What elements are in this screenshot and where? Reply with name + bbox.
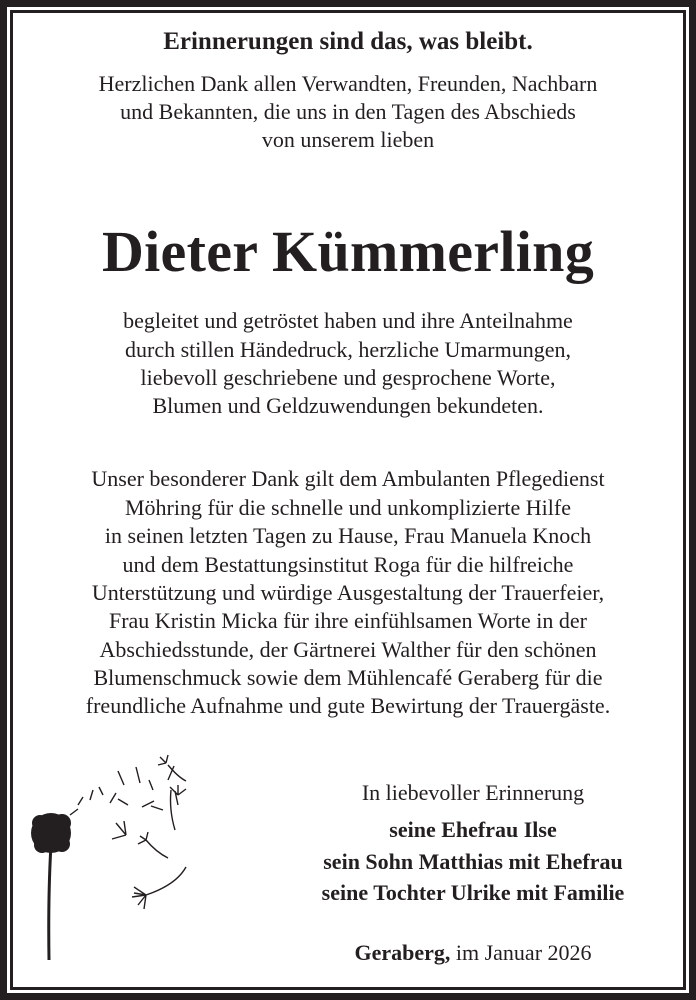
paragraph1-line: liebevoll geschriebene und gesprochene Worte, xyxy=(140,365,556,390)
intro-line: von unserem lieben xyxy=(261,127,435,152)
place-date xyxy=(250,939,696,967)
paragraph1-line: Blumen und Geldzuwendungen bekundeten. xyxy=(152,393,544,418)
paragraph2-line: Frau Kristin Micka für ihre einfühlsamen Worte in der xyxy=(108,608,588,633)
paragraph1-line: begleitet und getröstet haben und ihre Anteilnahme xyxy=(123,308,573,333)
closing-line: In liebevoller Erinnerung xyxy=(361,780,585,805)
place: Geraberg, xyxy=(354,940,451,965)
mourner-line: seine Tochter Ulrike mit Familie xyxy=(321,880,625,905)
mourner-line: sein Sohn Matthias mit Ehefrau xyxy=(323,849,623,874)
paragraph2-line: in seinen letzten Tagen zu Hause, Frau Manuela Knoch xyxy=(104,523,592,548)
paragraph2-line: Blumenschmuck sowie dem Mühlencafé Geraberg für die xyxy=(93,665,603,690)
heading: Erinnerungen sind das, was bleibt. xyxy=(163,28,533,55)
dandelion-icon xyxy=(28,745,228,965)
date: im Januar 2026 xyxy=(455,940,592,965)
mourner-line: seine Ehefrau Ilse xyxy=(389,817,557,842)
paragraph2-line: Möhring für die schnelle und unkomplizierte Hilfe xyxy=(125,495,571,520)
paragraph1-line: durch stillen Händedruck, herzliche Umarmungen, xyxy=(125,337,571,362)
paragraph2-line: Unser besonderer Dank gilt dem Ambulanten Pflegedienst xyxy=(91,466,605,491)
intro-line: und Bekannten, die uns in den Tagen des Abschieds xyxy=(120,99,576,124)
paragraph2-line: freundliche Aufnahme und gute Bewirtung der Trauergäste. xyxy=(85,693,611,718)
paragraph2-line: Abschiedsstunde, der Gärtnerei Walther für den schönen xyxy=(99,637,597,662)
intro-line: Herzlichen Dank allen Verwandten, Freunden, Nachbarn xyxy=(98,71,598,96)
deceased-name: Dieter Kümmerling xyxy=(101,219,595,284)
paragraph2-line: und dem Bestattungsinstitut Roga für die hilfreiche xyxy=(122,552,574,577)
paragraph2-line: Unterstützung und würdige Ausgestaltung der Trauerfeier, xyxy=(91,580,605,605)
